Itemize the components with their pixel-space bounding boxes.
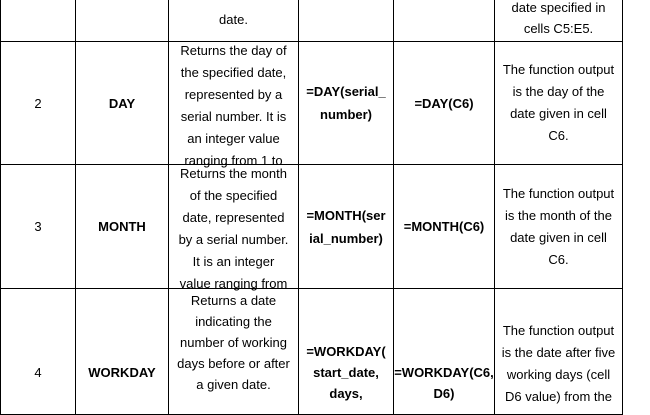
table-row <box>1 165 623 289</box>
function-name-cell <box>76 0 169 42</box>
output-line: cells C5:E5. <box>523 21 594 36</box>
description-line: an integer value <box>187 131 280 146</box>
output-cell <box>495 42 623 165</box>
description-line: days before or after <box>177 356 290 371</box>
row-number-cell: 3 <box>1 165 76 289</box>
description-line: by a serial number. <box>178 232 289 247</box>
example-line: =MONTH(C6) <box>403 219 485 234</box>
description-line: number of working <box>180 335 287 350</box>
description-cell <box>169 165 299 289</box>
function-name-cell: MONTH <box>76 165 169 289</box>
syntax-line: number) <box>320 107 372 122</box>
syntax-cell <box>299 165 394 289</box>
syntax-cell <box>299 289 394 415</box>
syntax-line: days, <box>329 386 363 401</box>
row-number-cell: 2 <box>1 42 76 165</box>
output-line: date given in cell <box>510 106 607 121</box>
description-line: represented by a <box>184 87 283 102</box>
function-name-cell: WORKDAY <box>76 289 169 415</box>
table-row <box>1 289 623 415</box>
description-line: of the specified <box>189 188 278 203</box>
description-line: It is an integer <box>192 254 275 269</box>
output-cell <box>495 165 623 289</box>
description-line: indicating the <box>195 314 272 329</box>
syntax-line: ial_number) <box>309 230 383 246</box>
description-line: value ranging from <box>179 276 288 291</box>
example-cell <box>394 42 495 165</box>
description-line: serial number. It is <box>180 109 287 124</box>
description-line: Returns the month <box>180 166 287 181</box>
description-line: the specified date, <box>180 65 287 80</box>
output-line: date given in cell <box>510 229 607 245</box>
syntax-cell <box>299 42 394 165</box>
description-cell <box>169 289 299 415</box>
description-line: ranging from 1 to <box>184 153 283 168</box>
function-name-cell: DAY <box>76 42 169 165</box>
example-line: =WORKDAY(C6, <box>394 365 494 380</box>
output-line: date specified in <box>511 0 606 15</box>
output-line: working days (cell <box>506 367 611 382</box>
output-line: is the month of the <box>505 207 612 223</box>
syntax-line: =MONTH(ser <box>306 207 386 223</box>
description-line: Returns the day of <box>180 43 287 58</box>
output-line: is the day of the <box>512 84 605 99</box>
description-line: date, represented <box>182 210 285 225</box>
description-cell <box>169 42 299 168</box>
output-line: C6. <box>548 251 569 267</box>
syntax-line: =DAY(serial_ <box>306 84 386 99</box>
description-line: Returns a date <box>190 293 277 308</box>
output-line: The function output <box>502 323 615 338</box>
syntax-cell <box>299 0 394 42</box>
output-line: is the date after five <box>501 345 616 360</box>
syntax-line: =WORKDAY( <box>306 344 386 359</box>
description-line: date. <box>219 12 248 27</box>
description-cell <box>169 0 299 42</box>
output-line: C6. <box>548 128 569 143</box>
output-line: The function output <box>502 185 615 201</box>
example-line: D6) <box>433 386 455 401</box>
example-cell <box>394 289 495 415</box>
output-cell <box>495 0 623 42</box>
row-number-cell <box>1 0 76 42</box>
table-row <box>1 0 623 42</box>
example-line: =DAY(C6) <box>414 95 474 111</box>
description-line: a given date. <box>196 377 271 392</box>
row-number-cell: 4 <box>1 289 76 415</box>
example-cell <box>394 165 495 289</box>
output-cell <box>495 289 623 415</box>
table-row <box>1 42 623 165</box>
example-cell <box>394 0 495 42</box>
output-line: The function output <box>502 62 615 77</box>
output-line: D6 value) from the <box>505 389 612 404</box>
syntax-line: start_date, <box>313 365 379 380</box>
